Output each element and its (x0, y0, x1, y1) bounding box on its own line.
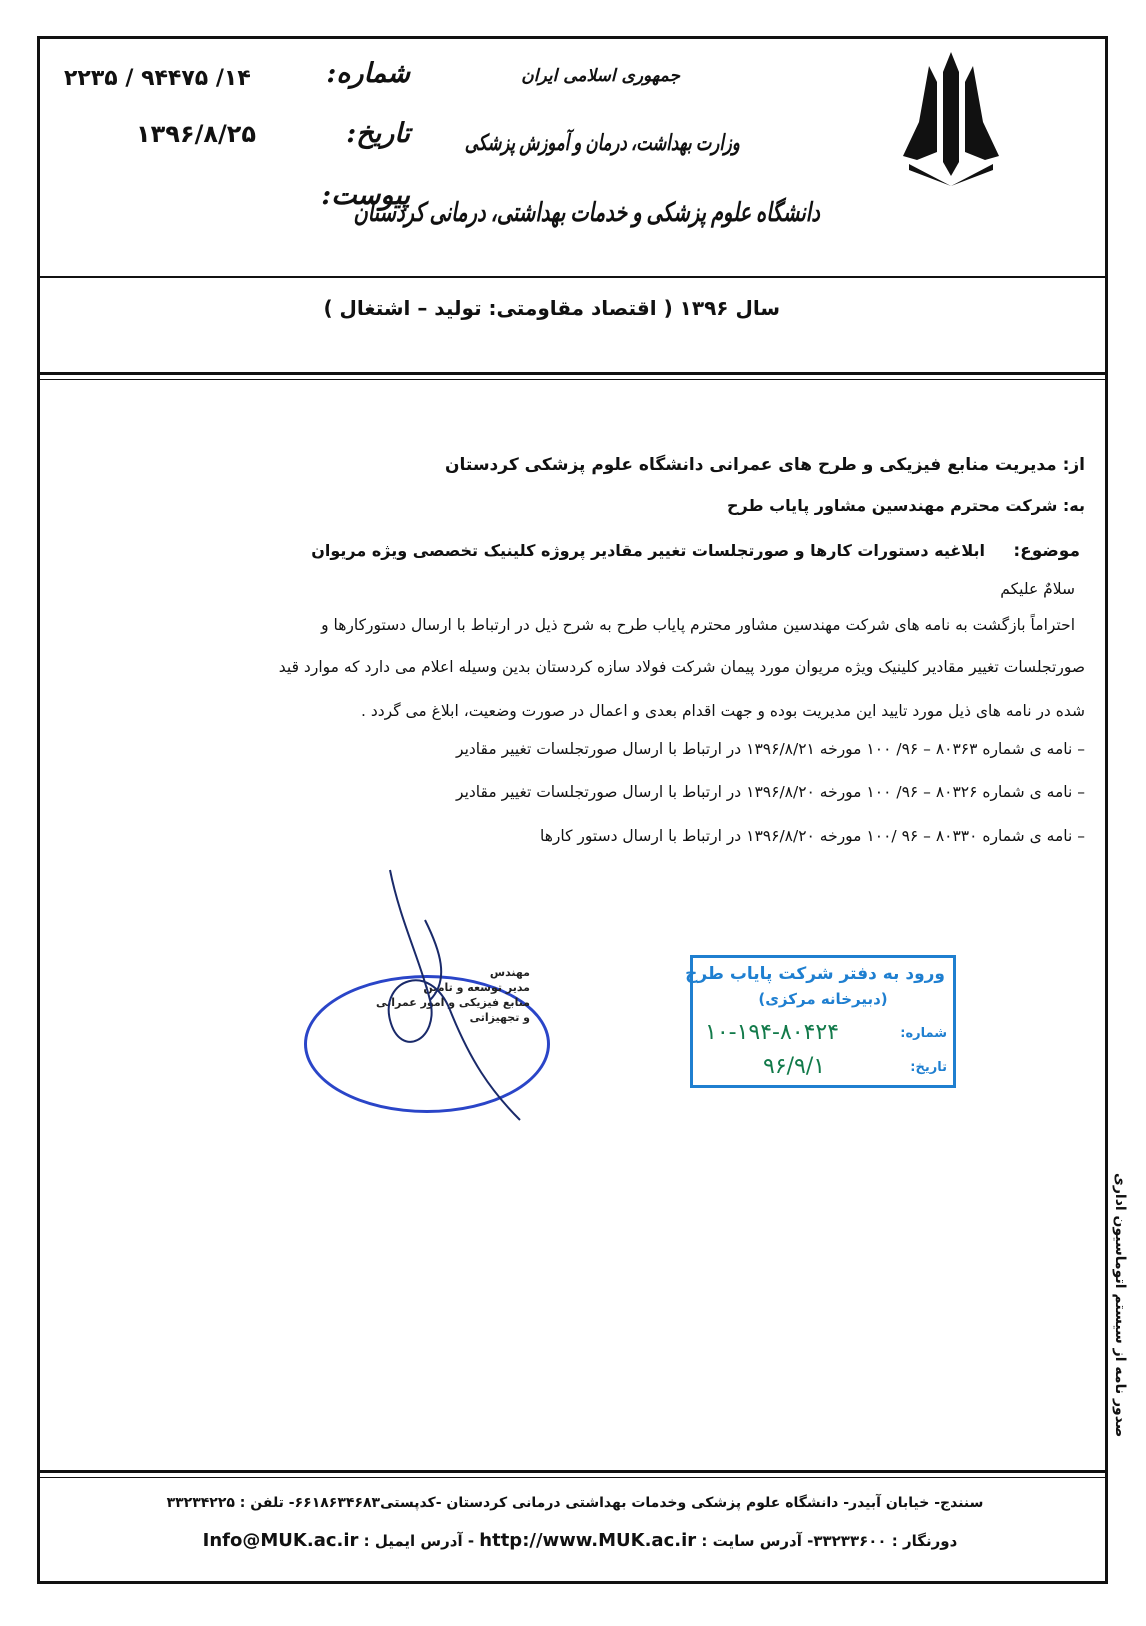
list-item-text: نامه ی شماره ۸۰۳۲۶ – ۹۶/ ۱۰۰ مورخه ۱۳۹۶/۸/۲۰ در ارتباط با ارسال صورتجلسات تغییر مقادیر (456, 783, 1073, 801)
footer-contact (160, 1530, 1000, 1551)
side-note: صدور نامه از سیستم اتوماسیون اداری (1112, 1172, 1128, 1438)
footer-website-link[interactable]: http://www.MUK.ac.ir (479, 1530, 697, 1551)
receipt-stamp (685, 955, 956, 1088)
receipt-number-value: ۱۰-۱۹۴-۸۰۴۲۴ (705, 1020, 840, 1045)
number-value: ۱۴/ ۹۴۴۷۵ / ۲۲۳۵ (64, 66, 251, 91)
footer-double-line (40, 1470, 1106, 1473)
greeting: سلامٌ علیکم (1000, 580, 1075, 598)
page-border (37, 36, 1108, 1584)
stamp-line: منابع فیزیکی و امور عمرانی (376, 996, 530, 1009)
date-value: ۱۳۹۶/۸/۲۵ (136, 120, 257, 148)
receipt-stamp-title: ورود به دفتر شرکت پایاب طرح (685, 964, 945, 984)
subject-text: ابلاغیه دستورات کارها و صورتجلسات تغییر مقادیر پروژه کلینیک تخصصی ویژه مریوان (311, 541, 985, 560)
receipt-stamp-subtitle: (دبیرخانه مرکزی) (758, 990, 888, 1008)
footer-email-label: - آدرس ایمیل : (363, 1532, 475, 1550)
list-dash: – (1072, 827, 1085, 845)
ministry-title-text: وزارت بهداشت، درمان و آموزش پزشکی (464, 130, 740, 155)
date-label: تاریخ: (346, 118, 410, 149)
list-item (200, 740, 1085, 758)
ministry-title (440, 130, 740, 156)
list-dash: – (1072, 783, 1085, 801)
stamp-line: مهندس (489, 966, 530, 979)
footer-email-link[interactable]: Info@MUK.ac.ir (202, 1530, 359, 1551)
paragraph-line: شده در نامه های ذیل مورد تایید این مدیریت بوده و جهت اقدام بعدی و اعمال در صورت وضعیت، ابلاغ می گردد . (360, 702, 1085, 720)
receipt-date-value: ۹۶/۹/۱ (763, 1054, 826, 1079)
republic-title: جمهوری اسلامی ایران (521, 66, 680, 86)
university-logo-icon (899, 52, 1003, 186)
receipt-date-label: تاریخ: (910, 1060, 947, 1075)
list-item-text: نامه ی شماره ۸۰۳۳۰ – ۹۶ /۱۰۰ مورخه ۱۳۹۶/۸/۲۰ در ارتباط با ارسال دستور کارها (540, 827, 1073, 845)
signature-icon (370, 860, 530, 1130)
year-slogan: سال ۱۳۹۶ ( اقتصاد مقاومتی: تولید – اشتغال ) (323, 296, 780, 320)
footer-address: سنندج- خیابان آبیدر- دانشگاه علوم پزشکی وخدمات بهداشتی درمانی کردستان -کدپستی۶۶۱۸۶۳۴۶۸۳- تلفن : ۳۳۲۳۴۲۲۵ (166, 1495, 984, 1511)
footer-double-line-thin (40, 1477, 1106, 1478)
from-line: از: مدیریت منابع فیزیکی و طرح های عمرانی دانشگاه علوم پزشکی کردستان (444, 455, 1085, 475)
to-line: به: شرکت محترم مهندسین مشاور پایاب طرح (726, 496, 1085, 515)
paragraph-line: احتراماً بازگشت به نامه های شرکت مهندسین مشاور محترم پایاب طرح به شرح ذیل در ارتباط با ارسال دستورکارها و (321, 616, 1075, 634)
receipt-number-label: شماره: (900, 1026, 947, 1041)
stamp-line: مدیر توسعه و تامین (423, 981, 530, 994)
list-item (200, 783, 1085, 801)
subject-label: موضوع: (1013, 541, 1080, 561)
list-item-text: نامه ی شماره ۸۰۳۶۳ – ۹۶/ ۱۰۰ مورخه ۱۳۹۶/۸/۲۱ در ارتباط با ارسال صورتجلسات تغییر مقادیر (456, 740, 1073, 758)
number-label: شماره: (326, 58, 410, 89)
list-item (200, 827, 1085, 845)
paragraph-line: صورتجلسات تغییر مقادیر کلینیک ویژه مریوان مورد پیمان شرکت فولاد سازه کردستان بدین وسیله اعلام می دارد که موارد قید (278, 658, 1085, 676)
university-title-text: دانشگاه علوم پزشکی و خدمات بهداشتی، درمانی کردستان (353, 198, 820, 227)
header-double-line (40, 372, 1106, 375)
header-double-line-thin (40, 379, 1106, 380)
header-divider (40, 276, 1106, 278)
footer-fax: دورنگار : ۳۳۲۳۳۶۰۰- آدرس سایت : (701, 1532, 958, 1550)
list-dash: – (1072, 740, 1085, 758)
university-title (353, 198, 820, 228)
stamp-line: و تجهیزاتی (469, 1011, 530, 1024)
attachment-label: پیوست: (321, 180, 410, 211)
